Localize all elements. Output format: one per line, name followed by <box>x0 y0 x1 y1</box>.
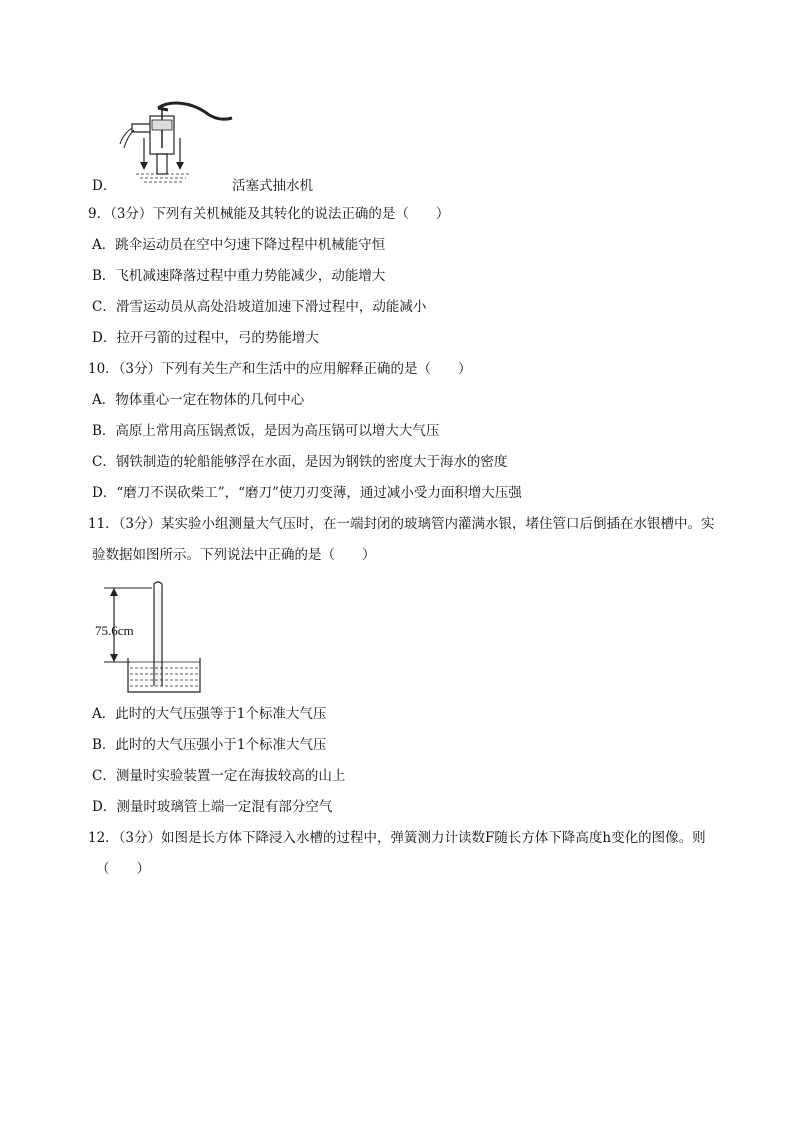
q11-option-a: A．此时的大气压强等于1个标准大气压 <box>92 706 327 722</box>
q11-stem-line1: 11．（3分）某实验小组测量大气压时，在一端封闭的玻璃管内灌满水银，堵住管口后倒插在水银槽中。实 <box>88 516 715 532</box>
q9-stem: 9．（3分）下列有关机械能及其转化的说法正确的是（ ） <box>88 206 450 222</box>
q10-option-c: C．钢铁制造的轮船能够浮在水面，是因为钢铁的密度大于海水的密度 <box>92 454 508 470</box>
q9-option-b: B．飞机减速降落过程中重力势能减少，动能增大 <box>92 268 386 284</box>
q8-option-d-label: D． <box>92 178 117 194</box>
q9-option-a: A．跳伞运动员在空中匀速下降过程中机械能守恒 <box>92 237 386 253</box>
q10-option-b: B．高原上常用高压锅煮饭，是因为高压锅可以增大大气压 <box>92 423 440 439</box>
q12-stem-line1: 12．（3分）如图是长方体下降浸入水槽的过程中，弹簧测力计读数F随长方体下降高度h变化的图像。则 <box>88 830 706 846</box>
q11-height-label: 75.6cm <box>95 623 134 638</box>
q10-stem: 10．（3分）下列有关生产和生活中的应用解释正确的是（ ） <box>88 361 472 377</box>
q10-option-a: A．物体重心一定在物体的几何中心 <box>92 392 305 408</box>
piston-pump-figure <box>110 98 240 188</box>
q11-option-b: B．此时的大气压强小于1个标准大气压 <box>92 737 327 753</box>
q11-option-d: D．测量时玻璃管上端一定混有部分空气 <box>92 799 333 815</box>
q11-option-c: C．测量时实验装置一定在海拔较高的山上 <box>92 768 346 784</box>
q10-option-d: D．“磨刀不误砍柴工”，“磨刀”使刀刃变薄，通过减小受力面积增大压强 <box>92 485 522 501</box>
q9-option-d: D．拉开弓箭的过程中，弓的势能增大 <box>92 330 319 346</box>
q12-stem-line2: （ ） <box>96 861 150 877</box>
q9-option-c: C．滑雪运动员从高处沿坡道加速下滑过程中，动能减小 <box>92 299 427 315</box>
q8-option-d-caption: 活塞式抽水机 <box>232 178 313 194</box>
q11-stem-line2: 验数据如图所示。下列说法中正确的是（ ） <box>92 547 376 563</box>
